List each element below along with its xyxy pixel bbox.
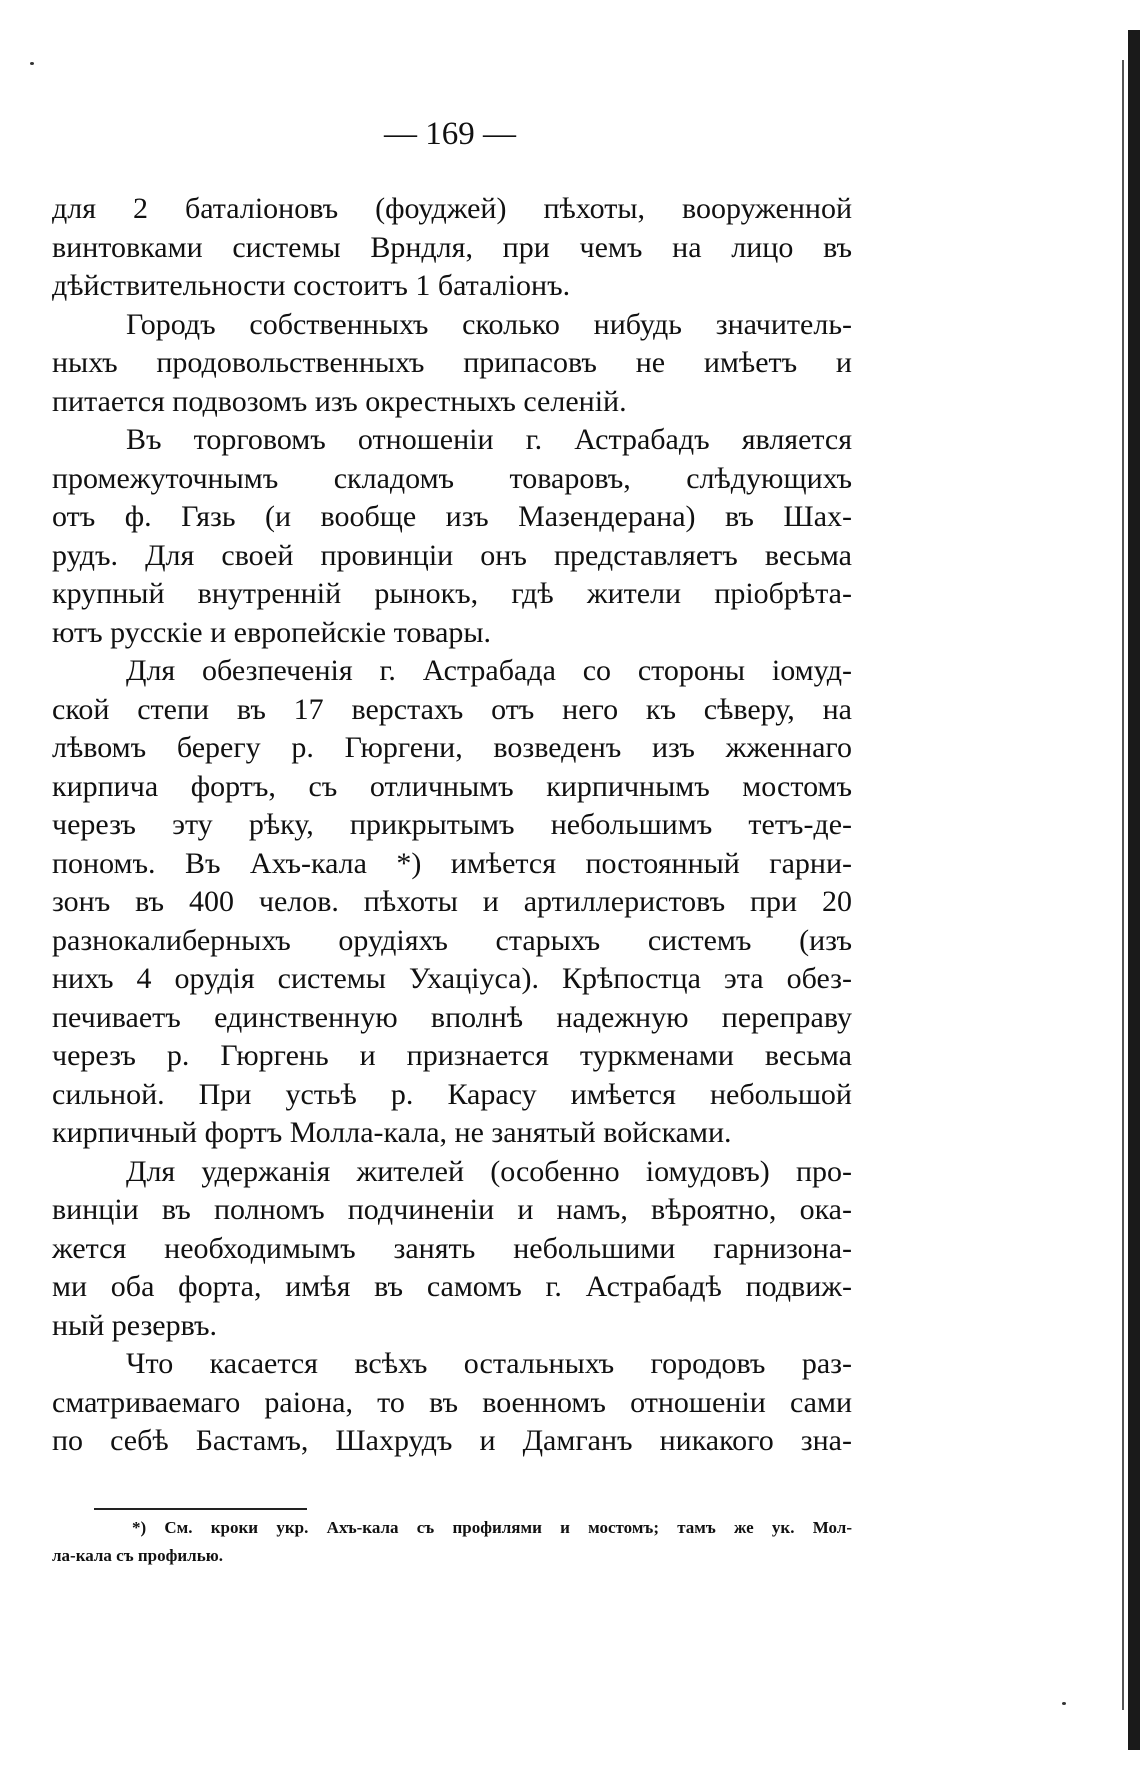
body-text bbox=[52, 190, 852, 1461]
text-line: Для удержанія жителей (особенно іомудовъ) про- bbox=[126, 1154, 852, 1188]
text-line: ный резервъ. bbox=[52, 1308, 218, 1342]
text-line: ютъ русскіе и европейскіе товары. bbox=[52, 615, 492, 649]
text-line: крупный внутренній рынокъ, гдѣ жители пріобрѣта- bbox=[52, 577, 852, 610]
paragraph-3 bbox=[52, 421, 852, 652]
text-line: винціи въ полномъ подчиненіи и намъ, вѣроятно, ока- bbox=[52, 1193, 852, 1226]
text-line: для 2 баталіоновъ (фоуджей) пѣхоты, вооруженной bbox=[52, 192, 852, 225]
scan-edge-shadow bbox=[1128, 30, 1140, 1750]
text-line: черезъ р. Гюргень и признается туркменами весьма bbox=[52, 1039, 852, 1072]
text-line: Въ торговомъ отношеніи г. Астрабадъ является bbox=[126, 423, 852, 456]
scan-edge-line bbox=[1122, 60, 1124, 1710]
text-line: отъ ф. Гязь (и вообще изъ Мазендерана) въ Шах- bbox=[52, 500, 852, 533]
text-line: лѣвомъ берегу р. Гюргени, возведенъ изъ жженнаго bbox=[52, 731, 852, 764]
paragraph-6 bbox=[52, 1345, 852, 1461]
text-line: пономъ. Въ Ахъ-кала *) имѣется постоянный гарни- bbox=[52, 846, 852, 880]
footnote bbox=[52, 1514, 852, 1570]
text-line: питается подвозомъ изъ окрестныхъ селеній. bbox=[52, 384, 627, 418]
scan-speck bbox=[1062, 1702, 1066, 1705]
text-line: рудъ. Для своей провинціи онъ представляетъ весьма bbox=[52, 538, 852, 572]
text-line: жется необходимымъ занять небольшими гарнизона- bbox=[52, 1231, 852, 1265]
text-line: промежуточнымъ складомъ товаровъ, слѣдующихъ bbox=[52, 461, 852, 495]
text-line: ской степи въ 17 верстахъ отъ него къ сѣверу, на bbox=[52, 692, 852, 726]
text-line: кирпича фортъ, съ отличнымъ кирпичнымъ мостомъ bbox=[52, 769, 852, 803]
text-line: кирпичный фортъ Молла-кала, не занятый войсками. bbox=[52, 1116, 732, 1149]
text-line: по себѣ Бастамъ, Шахрудъ и Дамганъ никакого зна- bbox=[52, 1424, 852, 1457]
paragraph-4 bbox=[52, 652, 852, 1153]
text-line: сматриваемаго раіона, то въ военномъ отношеніи сами bbox=[52, 1385, 852, 1419]
scan-speck bbox=[30, 62, 34, 65]
footnote-line: *) См. кроки укр. Ахъ-кала съ профилями и мостомъ; тамъ же ук. Мол- bbox=[132, 1518, 852, 1537]
footnote-divider bbox=[94, 1508, 307, 1510]
text-line: Что касается всѣхъ остальныхъ городовъ раз- bbox=[126, 1347, 852, 1380]
paragraph-1 bbox=[52, 190, 852, 306]
page-number: — 169 — bbox=[384, 116, 516, 152]
text-line: сильной. При устьѣ р. Карасу имѣется небольшой bbox=[52, 1077, 852, 1111]
footnote-line: ла-кала съ профилью. bbox=[52, 1546, 223, 1565]
paragraph-5 bbox=[52, 1153, 852, 1346]
text-line: Городъ собственныхъ сколько нибудь значитель- bbox=[126, 307, 852, 341]
text-line: печиваетъ единственную вполнѣ надежную переправу bbox=[52, 1000, 852, 1034]
paragraph-2 bbox=[52, 306, 852, 422]
text-line: Для обезпеченія г. Астрабада со стороны іомуд- bbox=[126, 654, 852, 687]
text-line: разнокалиберныхъ орудіяхъ старыхъ системъ (изъ bbox=[52, 923, 852, 957]
text-line: винтовками системы Врндля, при чемъ на лицо въ bbox=[52, 230, 852, 264]
text-line: нихъ 4 орудія системы Ухаціуса). Крѣпостца эта обез- bbox=[52, 962, 852, 995]
text-line: ми оба форта, имѣя въ самомъ г. Астрабадѣ подвиж- bbox=[52, 1270, 852, 1303]
text-line: дѣйствительности состоитъ 1 баталіонъ. bbox=[52, 269, 571, 302]
text-line: черезъ эту рѣку, прикрытымъ небольшимъ тетъ-де- bbox=[52, 808, 852, 841]
text-line: зонъ въ 400 челов. пѣхоты и артиллеристовъ при 20 bbox=[52, 885, 852, 918]
text-line: ныхъ продовольственныхъ припасовъ не имѣетъ и bbox=[52, 346, 852, 379]
